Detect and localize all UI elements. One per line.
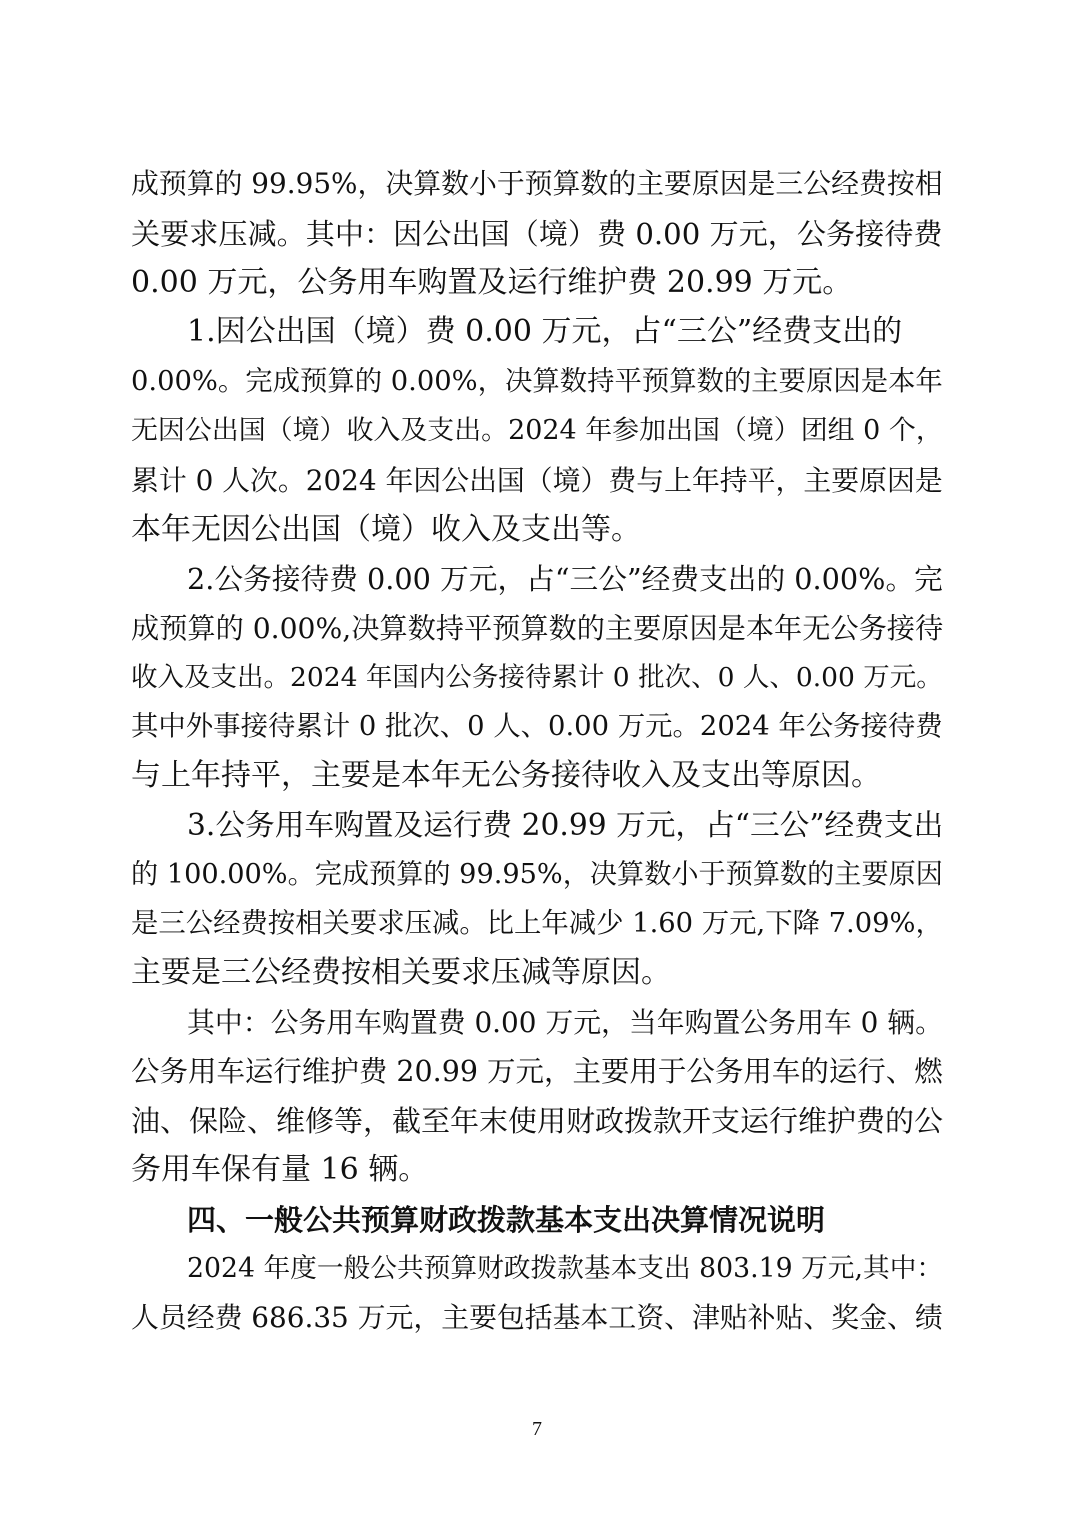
body-line: 人员经费 686.35 万元，主要包括基本工资、津贴补贴、奖金、绩: [131, 1301, 943, 1334]
body-line: 务用车保有量 16 辆。: [131, 1152, 429, 1187]
body-line: 成预算的 99.95%，决算数小于预算数的主要原因是三公经费按相: [131, 167, 943, 200]
list-item-1-line: 1.因公出国（境）费 0.00 万元，占“三公”经费支出的: [187, 314, 903, 349]
body-line: 主要是三公经费按相关要求压减等原因。: [131, 955, 671, 990]
body-line: 累计 0 人次。2024 年因公出国（境）费与上年持平，主要原因是: [131, 464, 943, 497]
body-line: 油、保险、维修等，截至年末使用财政拨款开支运行维护费的公: [131, 1104, 944, 1138]
paragraph-start-line: 2024 年度一般公共预算财政拨款基本支出 803.19 万元,其中：: [187, 1253, 944, 1284]
list-item-2-line: 2.公务接待费 0.00 万元，占“三公”经费支出的 0.00%。完: [187, 562, 943, 596]
body-line: 本年无因公出国（境）收入及支出等。: [131, 512, 641, 547]
body-line: 其中外事接待累计 0 批次、0 人、0.00 万元。2024 年公务接待费: [131, 711, 943, 742]
body-line: 0.00%。完成预算的 0.00%，决算数持平预算数的主要原因是本年: [131, 366, 943, 397]
body-line: 0.00 万元，公务用车购置及运行维护费 20.99 万元。: [131, 265, 853, 300]
body-line: 与上年持平，主要是本年无公务接待收入及支出等原因。: [131, 758, 881, 793]
body-line: 的 100.00%。完成预算的 99.95%，决算数小于预算数的主要原因: [131, 859, 943, 890]
page-number: 7: [532, 1418, 542, 1440]
section-heading: 四、一般公共预算财政拨款基本支出决算情况说明: [187, 1203, 826, 1237]
body-line: 收入及支出。2024 年国内公务接待累计 0 批次、0 人、0.00 万元。: [131, 662, 943, 693]
body-line: 是三公经费按相关要求压减。比上年减少 1.60 万元,下降 7.09%，: [131, 908, 943, 939]
body-line: 关要求压减。其中：因公出国（境）费 0.00 万元，公务接待费: [131, 217, 943, 251]
body-line: 公务用车运行维护费 20.99 万元，主要用于公务用车的运行、燃: [131, 1055, 943, 1088]
body-line: 无因公出国（境）收入及支出。2024 年参加出国（境）团组 0 个，: [131, 415, 943, 446]
paragraph-start-line: 其中：公务用车购置费 0.00 万元，当年购置公务用车 0 辆。: [187, 1006, 943, 1039]
body-line: 成预算的 0.00%,决算数持平预算数的主要原因是本年无公务接待: [131, 612, 944, 645]
list-item-3-line: 3.公务用车购置及运行费 20.99 万元，占“三公”经费支出: [187, 808, 944, 843]
